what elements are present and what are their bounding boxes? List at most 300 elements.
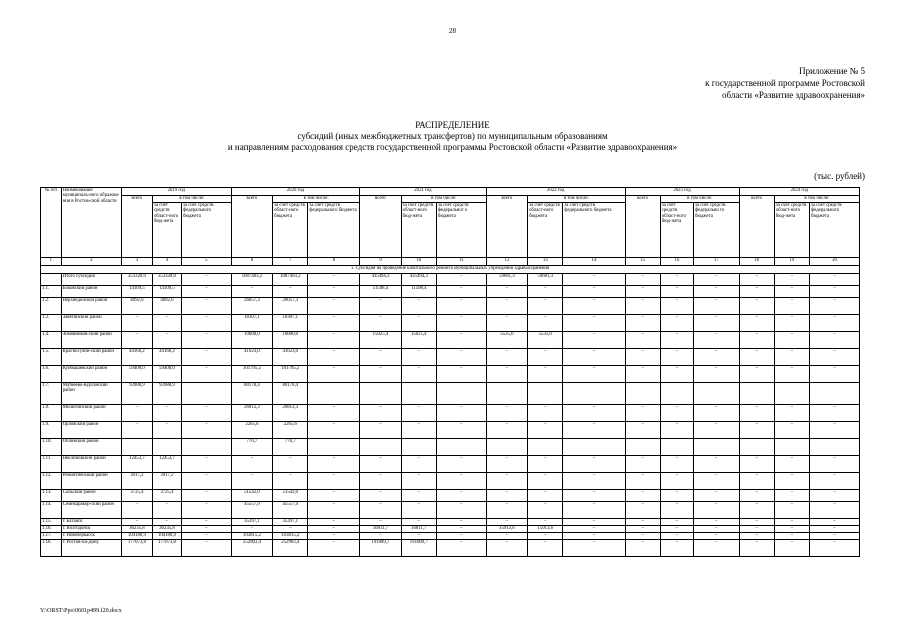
row-number: 1.5. xyxy=(41,349,62,366)
value-cell: – xyxy=(693,490,739,502)
column-number: 15 xyxy=(625,258,660,266)
column-number: 12 xyxy=(486,258,527,266)
value-cell: – xyxy=(181,405,231,422)
value-cell: – xyxy=(563,519,625,526)
row-number: 1.16. xyxy=(41,526,62,533)
municipality-name: Заветинский район xyxy=(61,315,121,332)
value-cell: – xyxy=(739,456,774,473)
table-row xyxy=(41,526,860,533)
value-cell: – xyxy=(308,473,360,490)
value-cell: 44168,2 xyxy=(152,349,181,366)
column-number: 11 xyxy=(436,258,486,266)
column-number: 7 xyxy=(273,258,308,266)
value-cell: – xyxy=(308,274,360,286)
value-cell: 15025,4 xyxy=(401,332,436,349)
table-row xyxy=(41,439,860,456)
row-number: 1.17. xyxy=(41,533,62,540)
value-cell: – xyxy=(693,286,739,298)
value-cell: – xyxy=(308,526,360,533)
value-cell: – xyxy=(563,526,625,533)
row-number xyxy=(41,274,62,286)
value-cell: – xyxy=(810,473,860,490)
municipality-name: Красносулин-ский район xyxy=(61,349,121,366)
value-cell: – xyxy=(436,422,486,439)
value-cell: – xyxy=(152,332,181,349)
value-cell: – xyxy=(181,422,231,439)
value-cell: – xyxy=(360,349,401,366)
value-cell: – xyxy=(774,332,809,349)
value-cell: 435494,3 xyxy=(360,274,401,286)
row-number: 1.12. xyxy=(41,473,62,490)
value-cell xyxy=(436,439,486,456)
value-cell: – xyxy=(308,315,360,332)
value-cell: – xyxy=(121,315,152,332)
value-cell: – xyxy=(360,366,401,383)
value-cell: – xyxy=(181,349,231,366)
value-cell: – xyxy=(810,405,860,422)
table-row xyxy=(41,456,860,473)
table-row xyxy=(41,473,860,490)
page-number: 28 xyxy=(449,27,456,35)
table-row xyxy=(41,383,860,405)
value-cell: – xyxy=(486,286,527,298)
value-cell: 435494,3 xyxy=(401,274,436,286)
municipality-name: Семикаракор-ский район xyxy=(61,502,121,519)
value-cell: – xyxy=(360,490,401,502)
value-cell: – xyxy=(528,519,563,526)
value-cell: 35397,1 xyxy=(273,519,308,526)
value-cell: – xyxy=(625,502,660,519)
value-cell: – xyxy=(486,533,527,540)
value-cell: – xyxy=(693,298,739,315)
value-cell: – xyxy=(401,456,436,473)
table-row xyxy=(41,298,860,315)
table-row xyxy=(41,490,860,502)
value-cell: – xyxy=(273,526,308,533)
value-cell: 177073,8 xyxy=(152,540,181,557)
value-cell xyxy=(563,383,625,405)
value-cell: – xyxy=(181,473,231,490)
value-cell: – xyxy=(660,422,693,439)
value-cell: – xyxy=(231,526,272,533)
head-total-2023: всего xyxy=(625,196,660,258)
value-cell: – xyxy=(693,349,739,366)
value-cell: – xyxy=(308,422,360,439)
head-year-2022: 2022 год xyxy=(486,188,625,196)
value-cell: – xyxy=(360,533,401,540)
value-cell xyxy=(625,383,660,405)
value-cell: 45557,9 xyxy=(273,502,308,519)
value-cell: – xyxy=(181,456,231,473)
municipality-name: г. Новочеркасск xyxy=(61,533,121,540)
value-cell: 36235,8 xyxy=(121,526,152,533)
value-cell: – xyxy=(308,533,360,540)
value-cell: – xyxy=(152,405,181,422)
value-cell: – xyxy=(625,274,660,286)
table-row xyxy=(41,502,860,519)
table-row xyxy=(41,332,860,349)
value-cell: 18307,1 xyxy=(273,315,308,332)
value-cell: – xyxy=(528,502,563,519)
head-regional-2024: за счет средств област-ного бюд-жета xyxy=(774,203,809,258)
head-incl-2024: в том числе: xyxy=(774,196,859,203)
value-cell: 2265,6 xyxy=(231,422,272,439)
value-cell: – xyxy=(563,349,625,366)
row-number: 1.4. xyxy=(41,332,62,349)
value-cell xyxy=(528,383,563,405)
value-cell: 12453,7 xyxy=(121,456,152,473)
value-cell: 4092,6 xyxy=(152,298,181,315)
value-cell: – xyxy=(436,456,486,473)
head-incl-2020: в том числе: xyxy=(273,196,360,203)
value-cell: – xyxy=(436,526,486,533)
value-cell: 353328,0 xyxy=(152,274,181,286)
value-cell: – xyxy=(231,286,272,298)
head-year-2021: 2021 год xyxy=(360,188,486,196)
value-cell: – xyxy=(774,526,809,533)
file-path-footer: Y:\ORST\Ppo\0601p499.f20.docx xyxy=(40,608,122,614)
value-cell: 51542,0 xyxy=(231,490,272,502)
value-cell: – xyxy=(810,490,860,502)
value-cell: 14109,5 xyxy=(152,286,181,298)
value-cell: – xyxy=(308,540,360,557)
value-cell: – xyxy=(739,533,774,540)
value-cell: – xyxy=(436,332,486,349)
value-cell: – xyxy=(528,405,563,422)
table-row xyxy=(41,366,860,383)
section-title: 1. Субсидия на проведение капитального ремонта муниципальных учреждений здравоохранения xyxy=(41,266,860,274)
value-cell: – xyxy=(774,490,809,502)
value-cell: – xyxy=(660,349,693,366)
value-cell: – xyxy=(436,349,486,366)
value-cell: – xyxy=(486,473,527,490)
value-cell: 15025,4 xyxy=(360,332,401,349)
value-cell: – xyxy=(563,315,625,332)
value-cell: – xyxy=(810,349,860,366)
value-cell: – xyxy=(563,366,625,383)
value-cell: – xyxy=(739,526,774,533)
value-cell: – xyxy=(486,456,527,473)
head-federal-2021: за счет средств федеральног о бюджета xyxy=(436,203,486,258)
row-number: 1.1. xyxy=(41,286,62,298)
row-number: 1.13. xyxy=(41,490,62,502)
value-cell: – xyxy=(810,298,860,315)
value-cell: 4092,6 xyxy=(121,298,152,315)
value-cell: – xyxy=(181,540,231,557)
value-cell: – xyxy=(486,490,527,502)
municipality-name: Ремонтненский район xyxy=(61,473,121,490)
value-cell: – xyxy=(693,456,739,473)
value-cell: 59681,3 xyxy=(486,274,527,286)
table-row xyxy=(41,274,860,286)
value-cell: – xyxy=(528,315,563,332)
value-cell: – xyxy=(774,540,809,557)
value-cell: – xyxy=(810,526,860,533)
column-number: 3 xyxy=(121,258,152,266)
value-cell: – xyxy=(181,519,231,526)
value-cell: – xyxy=(660,274,693,286)
value-cell: – xyxy=(810,456,860,473)
column-number: 2 xyxy=(61,258,121,266)
value-cell: 770,7 xyxy=(231,439,272,456)
value-cell: – xyxy=(625,298,660,315)
value-cell: 11598,4 xyxy=(360,286,401,298)
value-cell: – xyxy=(660,315,693,332)
value-cell: – xyxy=(660,405,693,422)
head-year-2019: 2019 год xyxy=(121,188,231,196)
row-number: 1.14. xyxy=(41,502,62,519)
value-cell: – xyxy=(486,298,527,315)
value-cell: – xyxy=(528,349,563,366)
value-cell xyxy=(625,439,660,456)
value-cell: 93988,9 xyxy=(121,383,152,405)
value-cell: – xyxy=(181,526,231,533)
value-cell: – xyxy=(360,456,401,473)
value-cell: – xyxy=(739,315,774,332)
value-cell xyxy=(360,383,401,405)
table-row xyxy=(41,286,860,298)
value-cell: – xyxy=(660,540,693,557)
row-number: 1.6. xyxy=(41,366,62,383)
value-cell: – xyxy=(693,519,739,526)
head-total-2019: всего xyxy=(121,196,152,258)
value-cell: – xyxy=(810,540,860,557)
row-number: 1.9. xyxy=(41,422,62,439)
value-cell: – xyxy=(528,456,563,473)
value-cell: – xyxy=(436,540,486,557)
value-cell: – xyxy=(625,456,660,473)
value-cell: – xyxy=(401,533,436,540)
value-cell: 59681,3 xyxy=(528,274,563,286)
row-number: 1.7. xyxy=(41,383,62,405)
value-cell: – xyxy=(401,502,436,519)
value-cell: – xyxy=(693,502,739,519)
value-cell: 103815,2 xyxy=(231,533,272,540)
value-cell: – xyxy=(693,422,739,439)
value-cell: – xyxy=(563,405,625,422)
value-cell: – xyxy=(625,286,660,298)
column-number: 17 xyxy=(693,258,739,266)
value-cell: – xyxy=(739,366,774,383)
head-federal-2023: за счет средств федерально го бюджета xyxy=(693,203,739,258)
table-row xyxy=(41,519,860,526)
value-cell: – xyxy=(360,502,401,519)
value-cell: 11598,4 xyxy=(401,286,436,298)
value-cell: – xyxy=(436,533,486,540)
municipality-name: Верхнедонской район xyxy=(61,298,121,315)
value-cell: – xyxy=(121,405,152,422)
value-cell: – xyxy=(739,422,774,439)
value-cell: – xyxy=(436,366,486,383)
value-cell: – xyxy=(360,315,401,332)
value-cell: – xyxy=(693,405,739,422)
value-cell: 770,7 xyxy=(273,439,308,456)
value-cell: – xyxy=(181,366,231,383)
value-cell: 16811,7 xyxy=(360,526,401,533)
value-cell: – xyxy=(625,526,660,533)
value-cell: – xyxy=(563,473,625,490)
value-cell: 51542,0 xyxy=(273,490,308,502)
municipality-name: Обливский район xyxy=(61,439,121,456)
value-cell: – xyxy=(308,332,360,349)
head-year-2020: 2020 год xyxy=(231,188,360,196)
value-cell: – xyxy=(660,298,693,315)
value-cell: – xyxy=(308,298,360,315)
value-cell xyxy=(152,439,181,456)
column-number: 13 xyxy=(528,258,563,266)
value-cell xyxy=(308,383,360,405)
value-cell: – xyxy=(810,366,860,383)
head-federal-2019: за счет средств федерального бюджета xyxy=(181,203,231,258)
value-cell: – xyxy=(774,422,809,439)
column-number: 5 xyxy=(181,258,231,266)
row-number: 1.2. xyxy=(41,298,62,315)
value-cell: 191089,7 xyxy=(360,540,401,557)
value-cell: 2265,6 xyxy=(273,422,308,439)
appendix-line-3: области «Развитие здравоохранения» xyxy=(722,90,865,100)
value-cell: 1087403,2 xyxy=(231,274,272,286)
head-federal-2024: за счет средств федерального бюджета xyxy=(810,203,860,258)
value-cell: 41623,0 xyxy=(231,349,272,366)
value-cell: – xyxy=(181,533,231,540)
value-cell: – xyxy=(181,298,231,315)
value-cell: 101795,2 xyxy=(231,366,272,383)
head-regional-2022: за счет средств област-ного бюджета xyxy=(528,203,563,258)
value-cell: – xyxy=(528,540,563,557)
municipality-name: Сальский район xyxy=(61,490,121,502)
value-cell: – xyxy=(774,315,809,332)
value-cell: – xyxy=(401,349,436,366)
value-cell: 5535,0 xyxy=(528,332,563,349)
value-cell: 15913,6 xyxy=(486,526,527,533)
value-cell: 26057,3 xyxy=(231,298,272,315)
head-total-2021: всего xyxy=(360,196,401,258)
value-cell: – xyxy=(625,366,660,383)
value-cell: 41623,0 xyxy=(273,349,308,366)
value-cell: – xyxy=(774,349,809,366)
value-cell: – xyxy=(774,298,809,315)
value-cell: – xyxy=(486,366,527,383)
value-cell xyxy=(528,439,563,456)
value-cell: 353328,0 xyxy=(121,274,152,286)
head-name: Наименование муниципаль-ного образова-ния в Ростов-ской области xyxy=(61,188,121,258)
value-cell: – xyxy=(308,405,360,422)
head-incl-2021: в том числе: xyxy=(401,196,486,203)
value-cell: – xyxy=(152,519,181,526)
column-number: 9 xyxy=(360,258,401,266)
row-number: 1.11. xyxy=(41,456,62,473)
value-cell: 3917,2 xyxy=(152,473,181,490)
value-cell: – xyxy=(563,490,625,502)
value-cell: – xyxy=(625,533,660,540)
value-cell: – xyxy=(152,502,181,519)
value-cell: – xyxy=(810,502,860,519)
value-cell: – xyxy=(360,422,401,439)
value-cell: – xyxy=(810,286,860,298)
value-cell: – xyxy=(360,298,401,315)
title-line-2: субсидий (иных межбюджетных трансфертов) по муниципальным образованиям xyxy=(297,131,608,141)
appendix-note xyxy=(605,65,865,101)
municipality-name: Неклиновский район xyxy=(61,456,121,473)
head-incl-2022: в том числе: xyxy=(528,196,625,203)
value-cell: 101795,2 xyxy=(273,366,308,383)
value-cell xyxy=(486,439,527,456)
value-cell: – xyxy=(273,473,308,490)
municipality-name: Милютинский район xyxy=(61,405,121,422)
municipality-name: Зимовников-ский район xyxy=(61,332,121,349)
column-number: 6 xyxy=(231,258,272,266)
value-cell: – xyxy=(693,526,739,533)
value-cell: – xyxy=(308,490,360,502)
value-cell xyxy=(308,439,360,456)
table-row xyxy=(41,349,860,366)
value-cell: – xyxy=(528,533,563,540)
value-cell: 26812,3 xyxy=(231,405,272,422)
value-cell: – xyxy=(436,298,486,315)
head-federal-2022: за счет средств федерального бюджета xyxy=(563,203,625,258)
value-cell: 3917,2 xyxy=(121,473,152,490)
value-cell: – xyxy=(774,533,809,540)
value-cell: 59408,0 xyxy=(121,366,152,383)
table-row xyxy=(41,422,860,439)
value-cell xyxy=(693,383,739,405)
value-cell: – xyxy=(486,315,527,332)
value-cell: – xyxy=(486,405,527,422)
value-cell: 93988,9 xyxy=(152,383,181,405)
value-cell: – xyxy=(660,332,693,349)
value-cell: – xyxy=(401,473,436,490)
value-cell: – xyxy=(273,286,308,298)
value-cell: – xyxy=(181,332,231,349)
value-cell xyxy=(693,439,739,456)
value-cell: – xyxy=(563,332,625,349)
value-cell: – xyxy=(625,473,660,490)
value-cell: – xyxy=(360,405,401,422)
value-cell: – xyxy=(360,519,401,526)
value-cell: – xyxy=(625,332,660,349)
value-cell: 104180,9 xyxy=(121,533,152,540)
column-number: 8 xyxy=(308,258,360,266)
value-cell: – xyxy=(121,422,152,439)
value-cell: 252903,4 xyxy=(273,540,308,557)
head-federal-2020: за счет средств федерального бюджета xyxy=(308,203,360,258)
value-cell xyxy=(401,439,436,456)
municipality-name: г. Батайск xyxy=(61,519,121,526)
value-cell: 80178,4 xyxy=(273,383,308,405)
value-cell: – xyxy=(810,274,860,286)
value-cell: – xyxy=(563,298,625,315)
value-cell: – xyxy=(774,286,809,298)
value-cell: – xyxy=(693,366,739,383)
title-line-1: РАСПРЕДЕЛЕНИЕ xyxy=(415,120,490,130)
value-cell: – xyxy=(486,519,527,526)
value-cell: – xyxy=(810,519,860,526)
column-number: 4 xyxy=(152,258,181,266)
value-cell: – xyxy=(436,274,486,286)
value-cell: – xyxy=(486,422,527,439)
head-incl-2019: в том числе: xyxy=(152,196,231,203)
value-cell: – xyxy=(308,456,360,473)
value-cell: – xyxy=(528,286,563,298)
appendix-line-2: к государственной программе Ростовской xyxy=(705,78,865,88)
title-line-3: и направлениям расходования средств государственной программы Ростовской области «Развитие здравоохранения» xyxy=(227,142,678,152)
value-cell xyxy=(563,439,625,456)
value-cell: – xyxy=(693,332,739,349)
value-cell: – xyxy=(401,315,436,332)
value-cell: – xyxy=(660,366,693,383)
value-cell: – xyxy=(774,456,809,473)
value-cell xyxy=(810,383,860,405)
